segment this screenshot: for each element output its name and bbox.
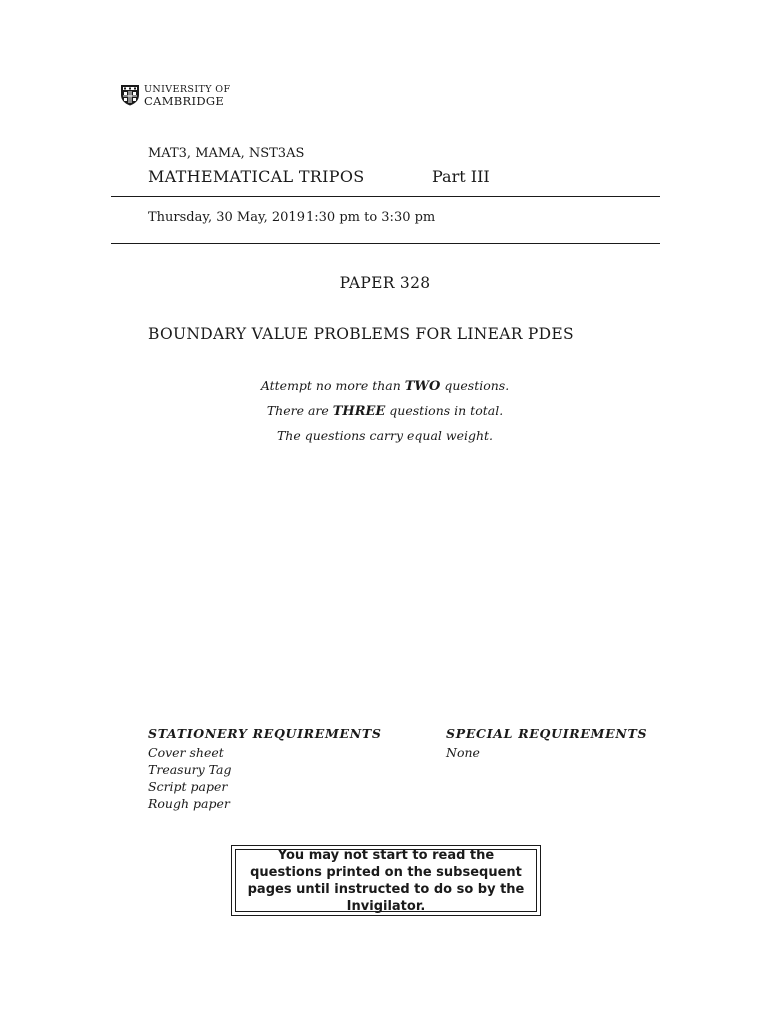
special-heading: SPECIAL REQUIREMENTS — [446, 726, 648, 741]
list-item: Script paper — [148, 779, 228, 794]
invigilator-notice — [231, 845, 541, 916]
header-divider-top — [111, 196, 660, 197]
stationery-heading: STATIONERY REQUIREMENTS — [148, 726, 382, 741]
paper-number: PAPER 328 — [339, 274, 431, 292]
instruction-total: There are THREE questions in total. — [266, 403, 504, 419]
special-list — [446, 744, 480, 761]
paper-title: BOUNDARY VALUE PROBLEMS FOR LINEAR PDES — [148, 325, 574, 343]
instruction-attempt: Attempt no more than TWO questions. — [260, 378, 510, 394]
header-divider-bottom — [111, 243, 660, 244]
stationery-list — [148, 744, 231, 812]
cambridge-shield-icon — [120, 84, 140, 106]
list-item: None — [446, 745, 480, 760]
notice-text: You may not start to read the questions printed on the subsequent pages until instructed to do so by the Invigilator. — [247, 847, 525, 914]
logo-line-1: UNIVERSITY OF — [144, 84, 231, 95]
emphasis-three: THREE — [332, 404, 386, 419]
logo-line-2: CAMBRIDGE — [144, 94, 225, 108]
university-logo — [120, 84, 250, 110]
emphasis-two: TWO — [404, 379, 441, 394]
list-item: Cover sheet — [148, 745, 224, 760]
tripos-title: MATHEMATICAL TRIPOS — [148, 167, 365, 186]
course-codes: MAT3, MAMA, NST3AS — [148, 146, 305, 161]
list-item: Rough paper — [148, 796, 230, 811]
tripos-part: Part III — [432, 167, 490, 186]
instruction-weight: The questions carry equal weight. — [276, 428, 494, 443]
exam-time: 1:30 pm to 3:30 pm — [306, 210, 436, 225]
exam-date: Thursday, 30 May, 2019 — [148, 210, 305, 225]
notice-inner-frame — [235, 849, 537, 912]
list-item: Treasury Tag — [148, 762, 232, 777]
